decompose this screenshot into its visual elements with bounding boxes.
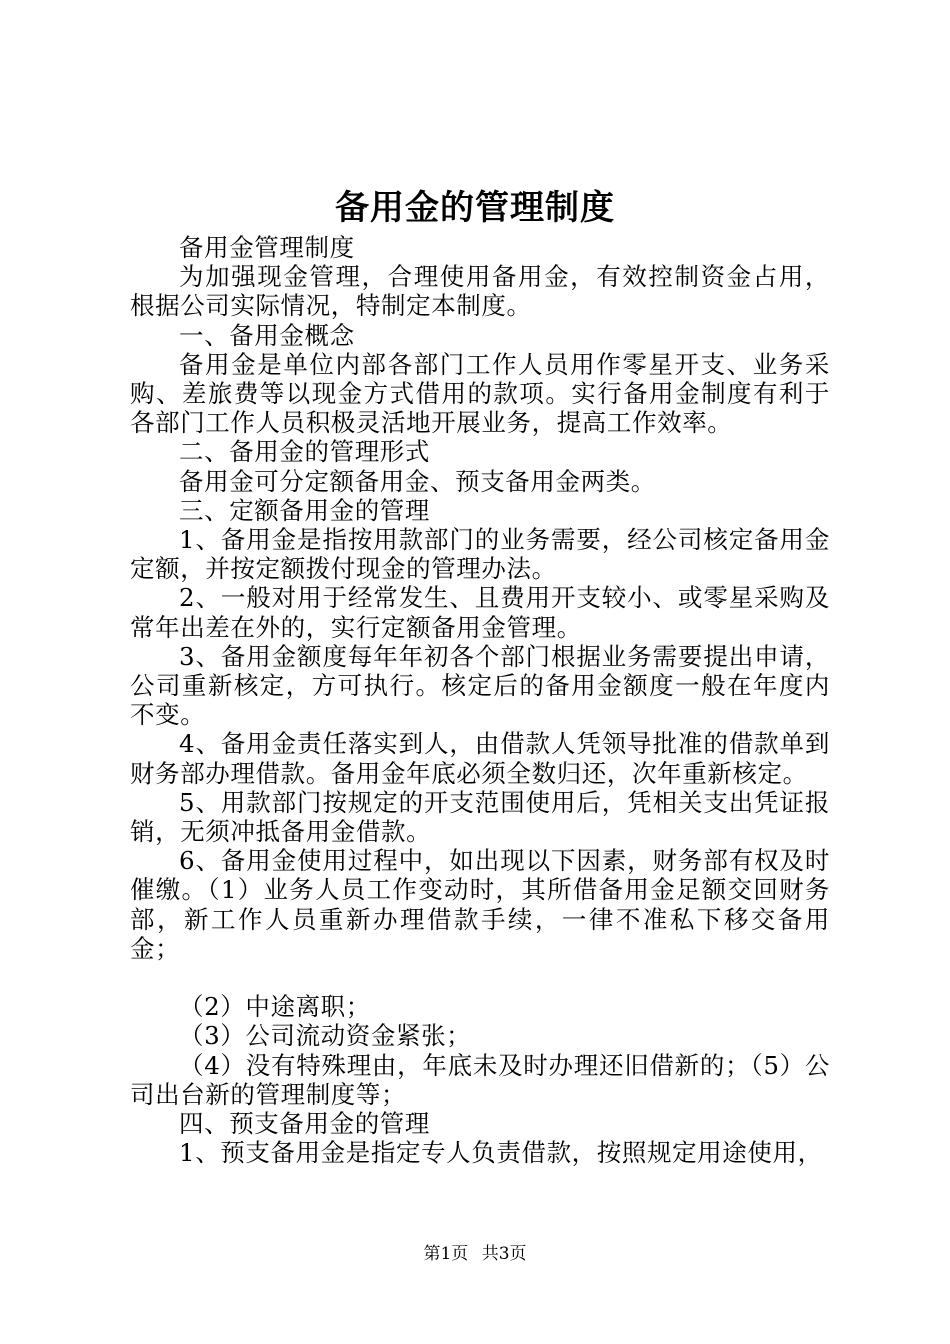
heading-section-4: 四、预支备用金的管理 xyxy=(179,1109,430,1139)
paragraph-forms: 备用金可分定额备用金、预支备用金两类。 xyxy=(179,466,656,496)
document-title: 备用金的管理制度 xyxy=(335,188,615,228)
paragraph-item-2: 2、一般对用于经常发生、且费用开支较小、或零星采购及常年出差在外的，实行定额备用金管理。 xyxy=(130,583,830,642)
paragraph-concept: 备用金是单位内部各部门工作人员用作零星开支、业务采购、差旅费等以现金方式借用的款项。实行备用金制度有利于各部门工作人员积极灵活地开展业务，提高工作效率。 xyxy=(130,349,830,438)
heading-section-1: 一、备用金概念 xyxy=(179,320,355,350)
heading-section-2: 二、备用金的管理形式 xyxy=(179,437,430,467)
heading-section-3: 三、定额备用金的管理 xyxy=(179,495,430,525)
paragraph-item-6: 6、备用金使用过程中，如出现以下因素，财务部有权及时催缴。（1）业务人员工作变动时，其所借备用金足额交回财务部，新工作人员重新办理借款手续，一律不准私下移交备用金； xyxy=(130,846,830,963)
page-footer xyxy=(0,1243,950,1265)
paragraph-advance-item-1: 1、预支备用金是指定专人负责借款，按照规定用途使用， xyxy=(179,1138,823,1168)
paragraph-subtitle: 备用金管理制度 xyxy=(179,233,355,262)
paragraph-blank xyxy=(130,963,830,992)
paragraph-item-1: 1、备用金是指按用款部门的业务需要，经公司核定备用金定额，并按定额拨付现金的管理办法。 xyxy=(130,525,830,584)
paragraph-item-5: 5、用款部门按规定的开支范围使用后，凭相关支出凭证报销，无须冲抵备用金借款。 xyxy=(130,787,830,847)
paragraph-sub-item-2: （2）中途离职； xyxy=(179,992,371,1022)
paragraph-item-4: 4、备用金责任落实到人，由借款人凭领导批准的借款单到财务部办理借款。备用金年底必须全数归还，次年重新核定。 xyxy=(130,729,830,788)
paragraph-item-3: 3、备用金额度每年年初各个部门根据业务需要提出申请，公司重新核定，方可执行。核定后的备用金额度一般在年度内不变。 xyxy=(130,641,830,730)
page-total: 共3页 xyxy=(481,1244,527,1264)
document-body xyxy=(130,233,830,1167)
paragraph-intro: 为加强现金管理，合理使用备用金，有效控制资金占用，根据公司实际情况，特制定本制度。 xyxy=(130,262,830,321)
paragraph-sub-item-4-5: （4）没有特殊理由，年底未及时办理还旧借新的；（5）公司出台新的管理制度等； xyxy=(130,1050,830,1109)
paragraph-sub-item-3: （3）公司流动资金紧张； xyxy=(179,1021,472,1051)
page-number: 第1页 xyxy=(423,1244,469,1264)
